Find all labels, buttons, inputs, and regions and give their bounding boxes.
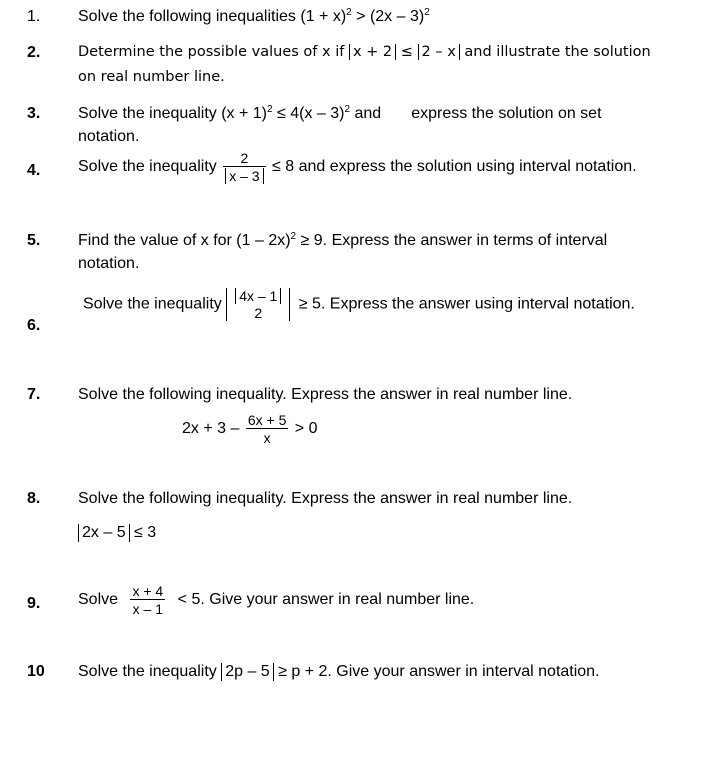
inequality-expression: 2x – 5 ≤ 3: [78, 524, 156, 542]
absolute-value: x + 2: [349, 44, 396, 60]
question-text: Solve the inequality 4x – 1 2 ≥ 5. Express the answer using interval notation.: [83, 288, 635, 321]
numerator: 2: [240, 150, 249, 166]
absolute-value: [226, 288, 290, 321]
question-number: 7.: [27, 386, 41, 403]
question-text-line2: notation.: [78, 255, 140, 272]
question-text: Determine the possible values of x if x + 2 ≤ 2 – x and illustrate the solution: [78, 44, 651, 60]
question-text: Solve the inequality 2p – 5 ≥ p + 2. Give your answer in interval notation.: [78, 663, 600, 680]
question-text-line2: on real number line.: [78, 69, 225, 85]
denominator: 2: [254, 305, 263, 321]
question-text: Solve the following inequality. Express the answer in real number line.: [78, 386, 573, 403]
question-text: Solve the following inequality. Express the answer in real number line.: [78, 490, 573, 507]
question-number: 5.: [27, 232, 41, 249]
question-number: 3.: [27, 105, 41, 122]
absolute-value: 2p – 5: [221, 663, 273, 681]
absolute-value: 2 – x: [418, 44, 460, 60]
numerator: 6x + 5: [247, 412, 287, 428]
absolute-value: 2x – 5: [78, 524, 130, 542]
question-text: Solve the following inequalities $(1 + x)^2 > (2x - 3)^2$: [78, 7, 430, 25]
question-number: 9.: [27, 595, 41, 612]
fraction: [233, 288, 283, 321]
inequality-expression: 2x + 3 – $\frac{6x + 5}{x}$ > 0: [182, 412, 318, 446]
question-text: Solve $\frac{x + 4}{x - 1}$ < 5. Give your answer in real number line.: [78, 583, 475, 617]
numerator: x + 4: [132, 583, 164, 599]
numerator: 4x – 1: [233, 288, 283, 304]
denominator: x: [246, 428, 289, 446]
question-text: Solve the inequality $\frac{2}{x - 3}$ ≤ 8 and express the solution using interval notation.: [78, 150, 637, 184]
question-number: 6.: [27, 317, 41, 334]
question-text-line2: notation.: [78, 128, 140, 145]
question-number: 2.: [27, 44, 41, 61]
question-number: 1.: [27, 8, 41, 25]
question-text: Solve the inequality $(x + 1)^2 \le 4(x - 3)^2$ and express the solution on set: [78, 104, 602, 122]
question-number: 10: [27, 663, 45, 680]
fraction: [246, 412, 289, 446]
fraction: [130, 583, 165, 617]
question-number: 8.: [27, 490, 41, 507]
question-text: Find the value of x for (1 – 2x)$^2$ ≥ 9. Express the answer in terms of interval: [78, 231, 608, 249]
denominator: x – 1: [130, 599, 165, 617]
fraction: [223, 150, 265, 184]
denominator: x – 3: [223, 166, 265, 184]
question-number: 4.: [27, 162, 41, 179]
